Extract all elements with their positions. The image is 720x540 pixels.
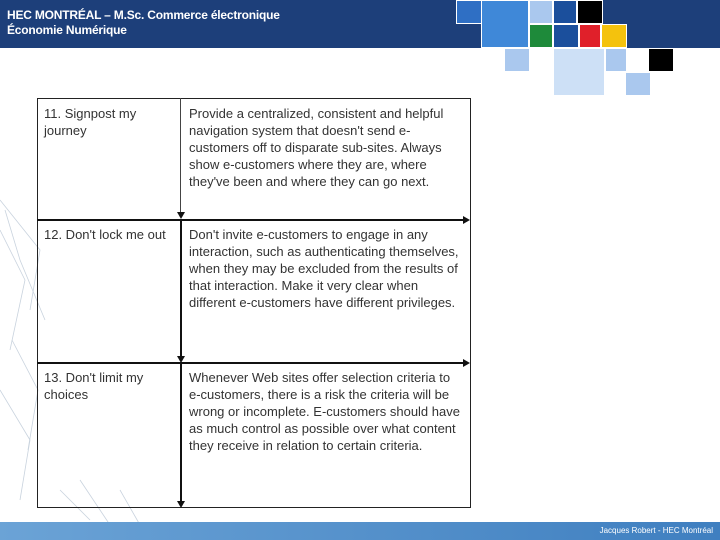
table-row xyxy=(38,99,470,220)
row-divider xyxy=(37,362,463,364)
arrow-down-icon xyxy=(177,501,185,508)
arrow-down-icon xyxy=(177,212,185,219)
principle-description: Provide a centralized, consistent and helpful navigation system that doesn't send e-customers off to disparate sub-sites. Always show e-customers where they are, where they've been and where they can go next. xyxy=(189,106,444,189)
mosaic-square xyxy=(481,0,529,48)
mosaic-square xyxy=(504,48,530,72)
slide-footer xyxy=(0,522,720,540)
mosaic-square xyxy=(529,0,553,24)
column-divider xyxy=(180,362,182,502)
course-title: HEC MONTRÉAL – M.Sc. Commerce électronique xyxy=(7,8,280,22)
column-divider xyxy=(180,219,182,358)
row-divider xyxy=(37,219,463,221)
course-subtitle: Économie Numérique xyxy=(7,23,127,37)
principle-description: Whenever Web sites offer selection criteria to e-customers, there is a risk the criteria will be wrong or incomplete. E-customers should have as much control as possible over what content they receive in relation to certain criteria. xyxy=(189,370,460,453)
footer-credit: Jacques Robert - HEC Montréal xyxy=(599,526,713,535)
column-divider xyxy=(180,98,181,216)
mosaic-square xyxy=(605,48,627,72)
principle-description: Don't invite e-customers to engage in any interaction, such as authenticating themselves, when they may be excluded from the results of that interaction. Make it very clear when different e-customers have different privileges. xyxy=(189,227,459,310)
mosaic-square xyxy=(456,0,482,24)
principle-title: 11. Signpost my journey xyxy=(44,106,137,138)
mosaic-square xyxy=(529,24,553,48)
mosaic-square xyxy=(577,0,603,24)
table-row xyxy=(38,220,470,363)
mosaic-square xyxy=(553,48,605,96)
principle-title: 12. Don't lock me out xyxy=(44,227,166,242)
mosaic-square xyxy=(553,24,579,48)
principle-title: 13. Don't limit my choices xyxy=(44,370,144,402)
mosaic-square xyxy=(579,24,601,48)
mosaic-square xyxy=(553,0,577,24)
mosaic-square xyxy=(648,48,674,72)
slide-title xyxy=(7,8,280,38)
arrow-down-icon xyxy=(177,356,185,363)
mosaic-square xyxy=(601,24,627,48)
principles-table xyxy=(37,98,471,508)
mosaic-square xyxy=(625,72,651,96)
arrow-right-icon xyxy=(463,359,470,367)
table-row xyxy=(38,363,470,507)
arrow-right-icon xyxy=(463,216,470,224)
